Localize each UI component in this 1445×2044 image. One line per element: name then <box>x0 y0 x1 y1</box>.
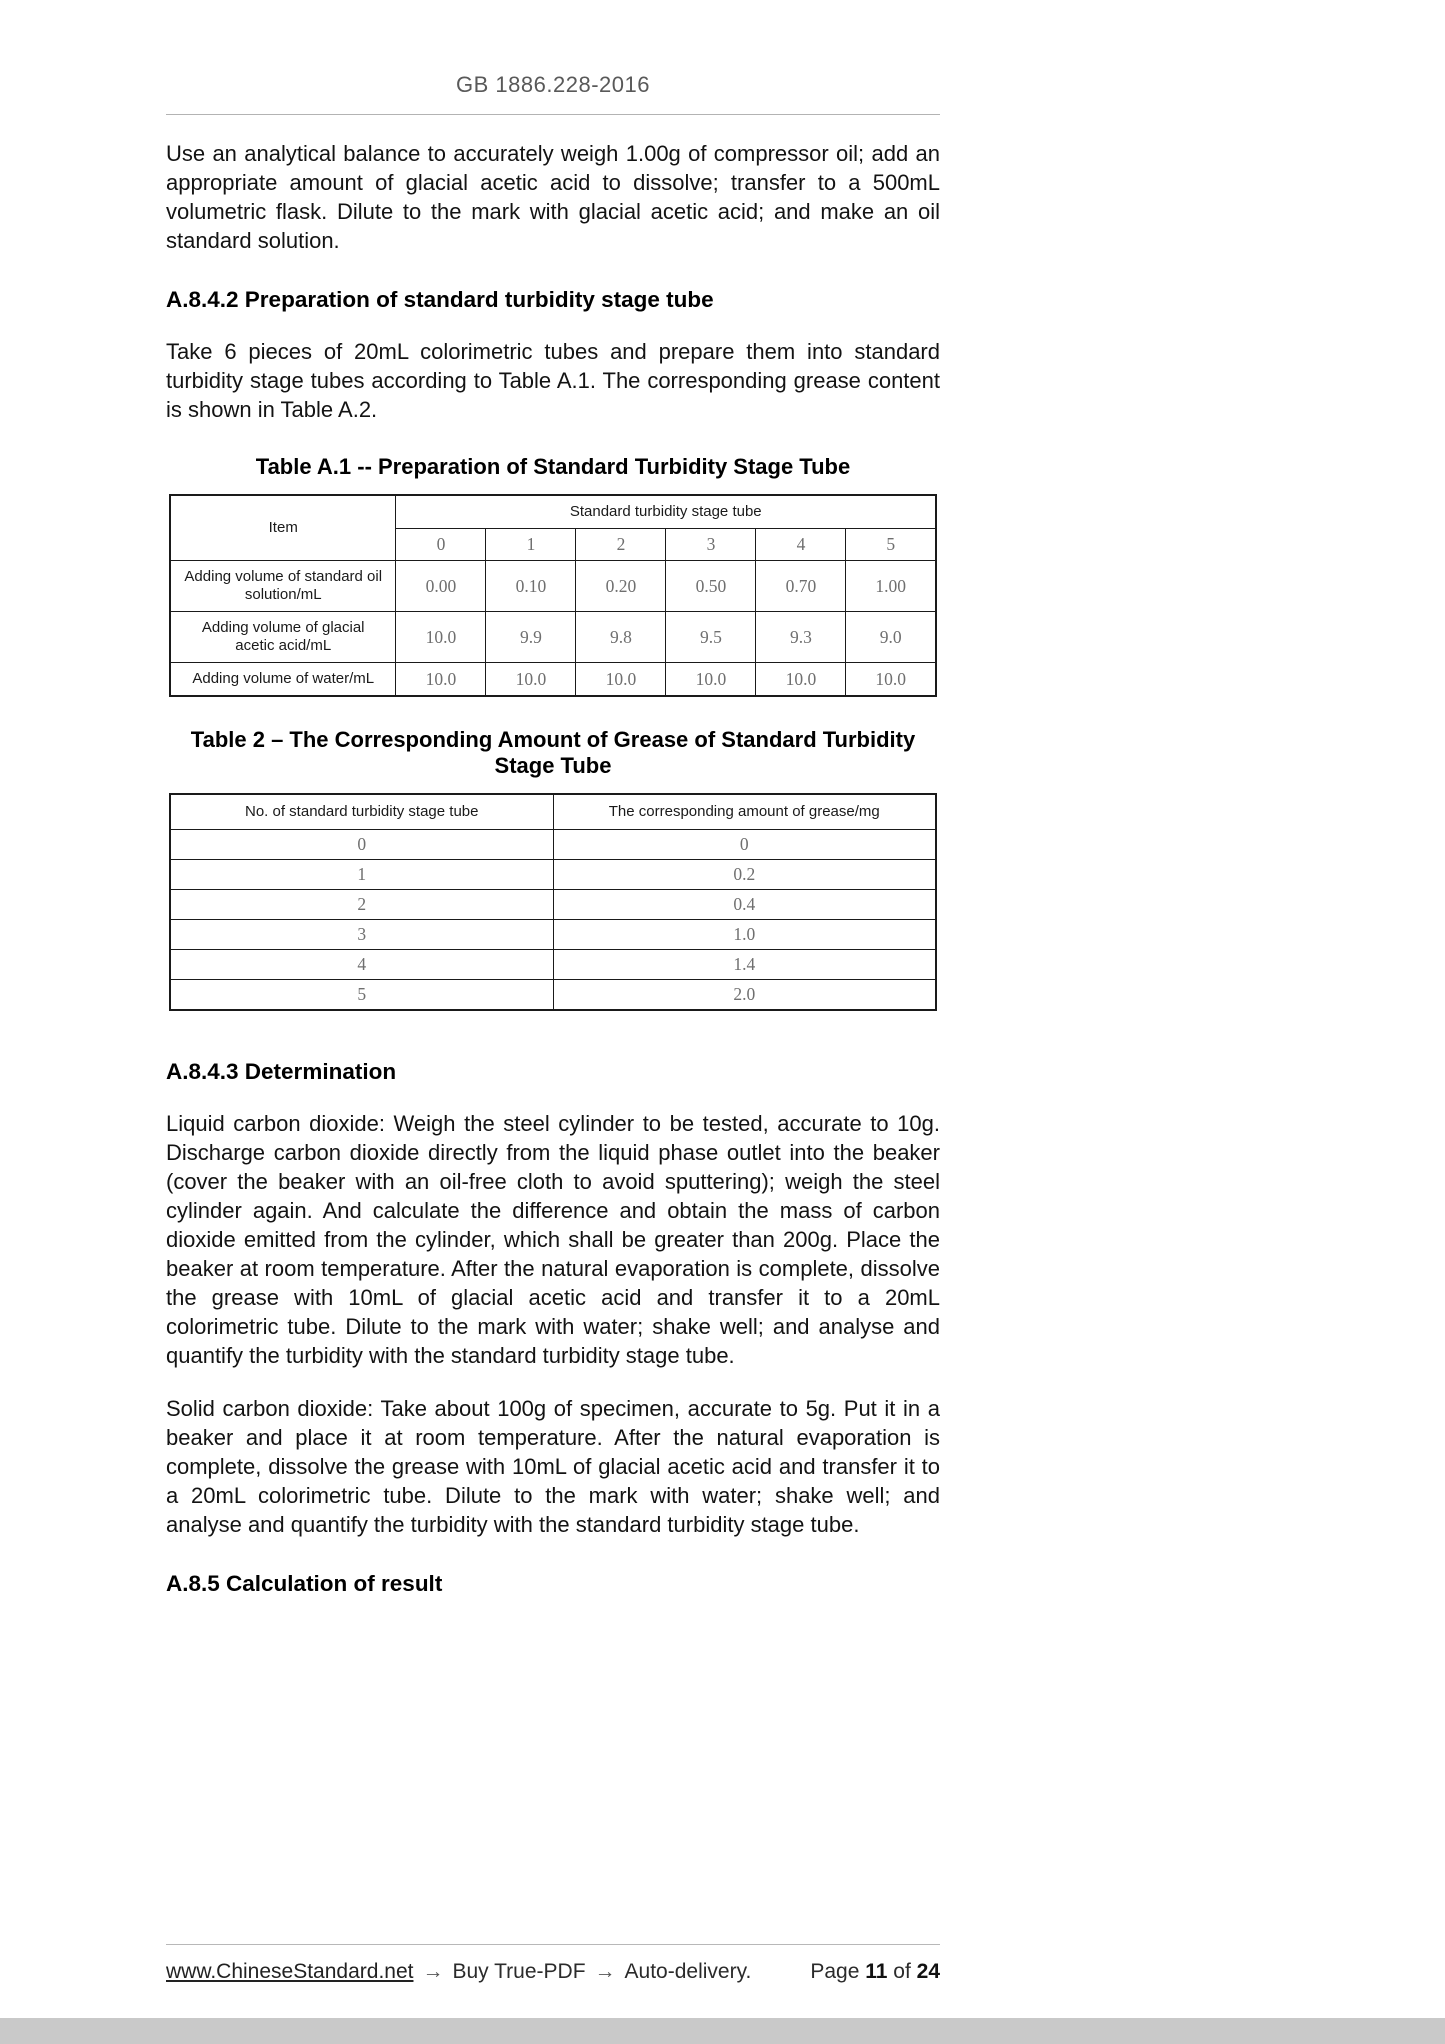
table-cell: 10.0 <box>576 663 666 697</box>
table-cell: 0.2 <box>553 860 936 890</box>
table-a1-col-header-0: 0 <box>396 529 486 561</box>
table-row <box>170 663 936 697</box>
table-a1-col-header-4: 4 <box>756 529 846 561</box>
table-a1-item-header: Item <box>170 495 396 561</box>
table-cell: 0.4 <box>553 890 936 920</box>
table-a1-col-header-2: 2 <box>576 529 666 561</box>
viewer-bottom-strip <box>0 2018 1445 2044</box>
table-2-header-row <box>170 794 936 830</box>
table-a1-col-header-5: 5 <box>846 529 936 561</box>
chinesestandard-link[interactable]: www.ChineseStandard.net <box>166 1960 414 1983</box>
table-cell: 3 <box>170 920 553 950</box>
table-row <box>170 860 936 890</box>
table-row <box>170 950 936 980</box>
page-label: Page <box>810 1960 860 1983</box>
table-2-col1-header: No. of standard turbidity stage tube <box>170 794 553 830</box>
table-2 <box>169 793 937 1011</box>
table-a1-row-label: Adding volume of water/mL <box>170 663 396 697</box>
table-a1-col-header-3: 3 <box>666 529 756 561</box>
header-divider <box>166 114 940 115</box>
table-cell: 0 <box>170 830 553 860</box>
footer-source-line <box>166 1960 751 1984</box>
table-a1-group-header: Standard turbidity stage tube <box>396 495 936 529</box>
section-heading-a843: A.8.4.3 Determination <box>166 1059 397 1084</box>
table-cell: 10.0 <box>486 663 576 697</box>
table-cell: 0.10 <box>486 561 576 612</box>
footer-delivery-label: Auto-delivery. <box>624 1960 752 1983</box>
paragraph-oil-standard: Use an analytical balance to accurately weigh 1.00g of compressor oil; add an appropriate amount of glacial acetic acid to dissolve; transfer to a 500mL volumetric flask. Dilute to the mark with glacial acetic acid; and make an oil standard solution. <box>166 141 940 253</box>
paragraph-solid-co2: Solid carbon dioxide: Take about 100g of specimen, accurate to 5g. Put it in a beaker and place it at room temperature. After the natural evaporation is complete, dissolve the grease with 10mL of glacial acetic acid and transfer it to a 20mL colorimetric tube. Dilute to the mark with water; shake well; and analyse and quantify the turbidity with the standard turbidity stage tube. <box>166 1396 940 1537</box>
table-cell: 1 <box>170 860 553 890</box>
table-row <box>170 561 936 612</box>
footer-buy-label: Buy True-PDF <box>452 1960 586 1983</box>
table-cell: 0.50 <box>666 561 756 612</box>
table-2-col2-header: The corresponding amount of grease/mg <box>553 794 936 830</box>
table-row <box>170 890 936 920</box>
table-cell: 10.0 <box>846 663 936 697</box>
table-cell: 10.0 <box>396 612 486 663</box>
table-cell: 10.0 <box>666 663 756 697</box>
page-footer <box>166 1960 940 1984</box>
page-total: 24 <box>916 1960 940 1983</box>
table-row <box>170 612 936 663</box>
table-a1-row-label: Adding volume of glacial acetic acid/mL <box>170 612 396 663</box>
table-cell: 10.0 <box>396 663 486 697</box>
table-cell: 2.0 <box>553 980 936 1011</box>
table-a1-col-header-1: 1 <box>486 529 576 561</box>
table-cell: 5 <box>170 980 553 1011</box>
table-2-title: Table 2 – The Corresponding Amount of Grease of Standard Turbidity Stage Tube <box>190 727 916 778</box>
page-current: 11 <box>865 1960 888 1983</box>
footer-divider <box>166 1944 940 1945</box>
table-row <box>170 830 936 860</box>
table-cell: 0.00 <box>396 561 486 612</box>
table-cell: 9.9 <box>486 612 576 663</box>
table-cell: 9.5 <box>666 612 756 663</box>
paragraph-liquid-co2: Liquid carbon dioxide: Weigh the steel cylinder to be tested, accurate to 10g. Discharge carbon dioxide directly from the liquid phase outlet into the beaker (cover the beaker with an oil-free cloth to avoid sputtering); weigh the steel cylinder again. And calculate the difference and obtain the mass of carbon dioxide emitted from the cylinder, which shall be greater than 200g. Place the beaker at room temperature. After the natural evaporation is complete, dissolve the grease with 10mL of glacial acetic acid and transfer it to a 20mL colorimetric tube. Dilute to the mark with water; shake well; and analyse and quantify the turbidity with the standard turbidity stage tube. <box>166 1111 940 1368</box>
section-heading-a842: A.8.4.2 Preparation of standard turbidity stage tube <box>166 287 714 312</box>
table-cell: 2 <box>170 890 553 920</box>
table-cell: 1.0 <box>553 920 936 950</box>
table-cell: 9.0 <box>846 612 936 663</box>
paragraph-tube-preparation: Take 6 pieces of 20mL colorimetric tubes and prepare them into standard turbidity stage tubes according to Table A.1. The corresponding grease content is shown in Table A.2. <box>166 339 940 422</box>
document-page <box>166 0 940 1597</box>
table-cell: 9.3 <box>756 612 846 663</box>
table-row <box>170 980 936 1011</box>
table-cell: 0 <box>553 830 936 860</box>
page-of-label: of <box>893 1960 911 1983</box>
arrow-right-icon: → <box>422 1960 444 1983</box>
page-number <box>810 1960 940 1984</box>
table-cell: 4 <box>170 950 553 980</box>
table-a1-row-label: Adding volume of standard oil solution/mL <box>170 561 396 612</box>
table-row <box>170 920 936 950</box>
table-cell: 10.0 <box>756 663 846 697</box>
arrow-right-icon: → <box>594 1960 616 1983</box>
table-a1-title: Table A.1 -- Preparation of Standard Turbidity Stage Tube <box>255 454 851 479</box>
table-cell: 0.20 <box>576 561 666 612</box>
table-a1-header-row <box>170 495 936 529</box>
section-heading-a85: A.8.5 Calculation of result <box>166 1571 443 1596</box>
table-cell: 0.70 <box>756 561 846 612</box>
table-cell: 1.4 <box>553 950 936 980</box>
table-cell: 1.00 <box>846 561 936 612</box>
standard-number-header: GB 1886.228-2016 <box>456 72 650 97</box>
table-cell: 9.8 <box>576 612 666 663</box>
table-a1 <box>169 494 937 697</box>
